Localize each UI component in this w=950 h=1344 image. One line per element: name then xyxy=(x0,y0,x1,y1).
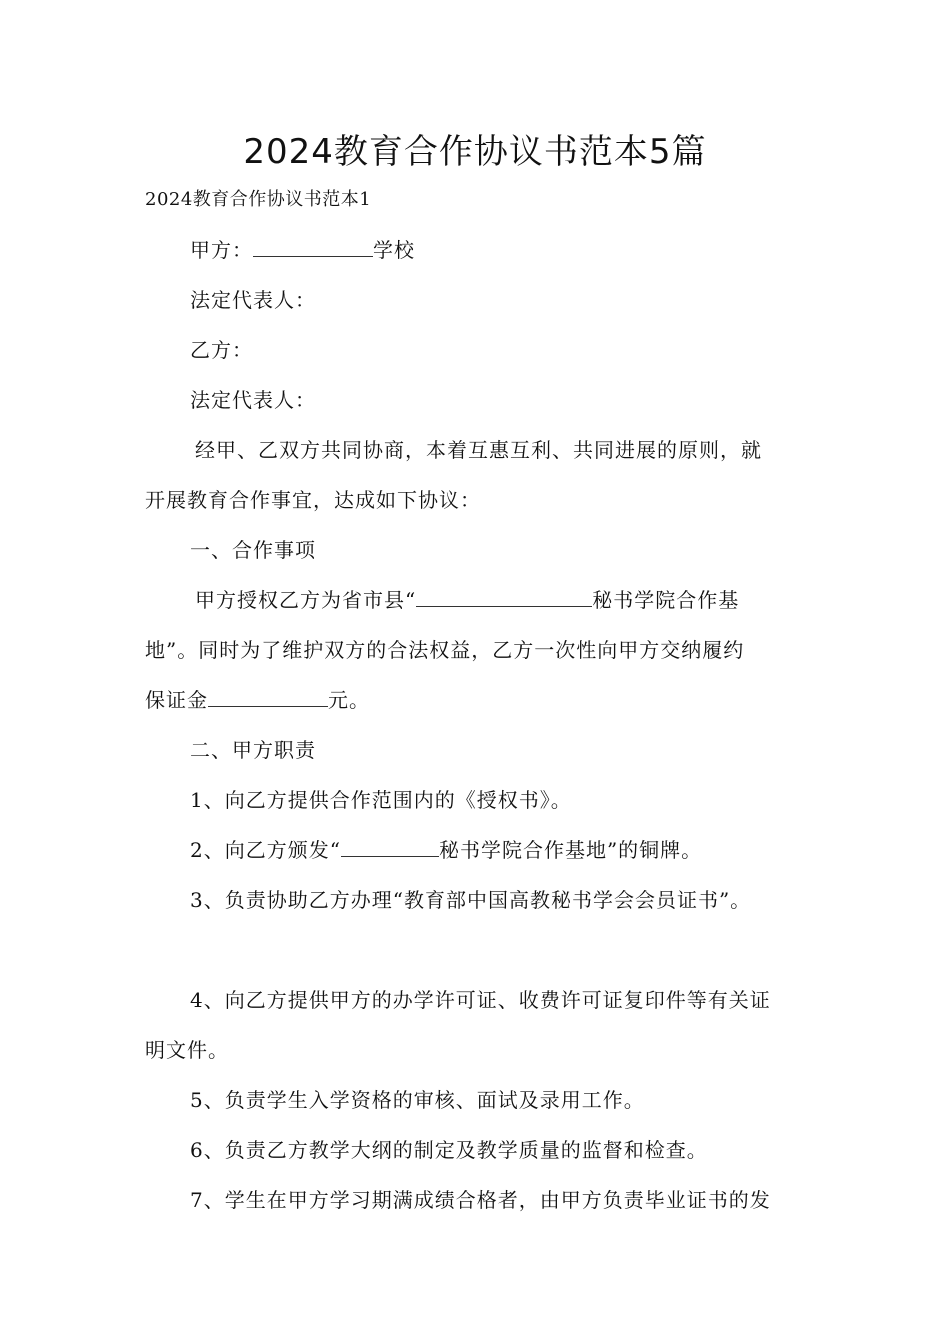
item-2 xyxy=(145,836,810,864)
party-a-line xyxy=(145,236,810,264)
party-a-blank xyxy=(253,236,373,257)
section-1-paragraph-line-1 xyxy=(145,586,810,614)
section-1-location-blank xyxy=(416,586,592,607)
item-3: 3、负责协助乙方办理“教育部中国高教秘书学会会员证书”。 xyxy=(190,888,752,912)
document-subtitle: 2024教育合作协议书范本1 xyxy=(145,189,372,210)
item-2-pre: 2、向乙方颁发“ xyxy=(190,838,341,862)
party-b-line: 乙方： xyxy=(190,338,253,362)
section-2-heading: 二、甲方职责 xyxy=(190,738,316,762)
section-1-paragraph-line-3 xyxy=(145,686,810,714)
item-2-blank xyxy=(341,836,439,857)
section-1-heading: 一、合作事项 xyxy=(190,538,316,562)
intro-line-1: 经甲、乙双方共同协商，本着互惠互利、共同进展的原则，就 xyxy=(195,438,762,462)
item-7: 7、学生在甲方学习期满成绩合格者，由甲方负责毕业证书的发 xyxy=(190,1188,771,1212)
legal-rep-b: 法定代表人： xyxy=(190,388,316,412)
legal-rep-a: 法定代表人： xyxy=(190,288,316,312)
item-4-line-1: 4、向乙方提供甲方的办学许可证、收费许可证复印件等有关证 xyxy=(190,988,771,1012)
item-6: 6、负责乙方教学大纲的制定及教学质量的监督和检查。 xyxy=(190,1138,708,1162)
party-a-label: 甲方： xyxy=(190,238,253,262)
section-1-line-3-post: 元。 xyxy=(328,688,370,712)
deposit-amount-blank xyxy=(208,686,328,707)
section-1-line-1-pre: 甲方授权乙方为省市县“ xyxy=(195,588,417,612)
section-1-paragraph-line-2: 地”。同时为了维护双方的合法权益，乙方一次性向甲方交纳履约 xyxy=(145,638,745,662)
item-1: 1、向乙方提供合作范围内的《授权书》。 xyxy=(190,788,572,812)
intro-line-2: 开展教育合作事宜，达成如下协议： xyxy=(145,488,481,512)
item-4-line-2: 明文件。 xyxy=(145,1038,229,1062)
party-a-suffix: 学校 xyxy=(373,238,415,262)
item-2-post: 秘书学院合作基地”的铜牌。 xyxy=(438,838,703,862)
item-5: 5、负责学生入学资格的审核、面试及录用工作。 xyxy=(190,1088,645,1112)
document-title: 2024教育合作协议书范本5篇 xyxy=(243,132,707,172)
section-1-line-1-post: 秘书学院合作基 xyxy=(592,588,740,612)
section-1-line-3-pre: 保证金 xyxy=(145,688,208,712)
